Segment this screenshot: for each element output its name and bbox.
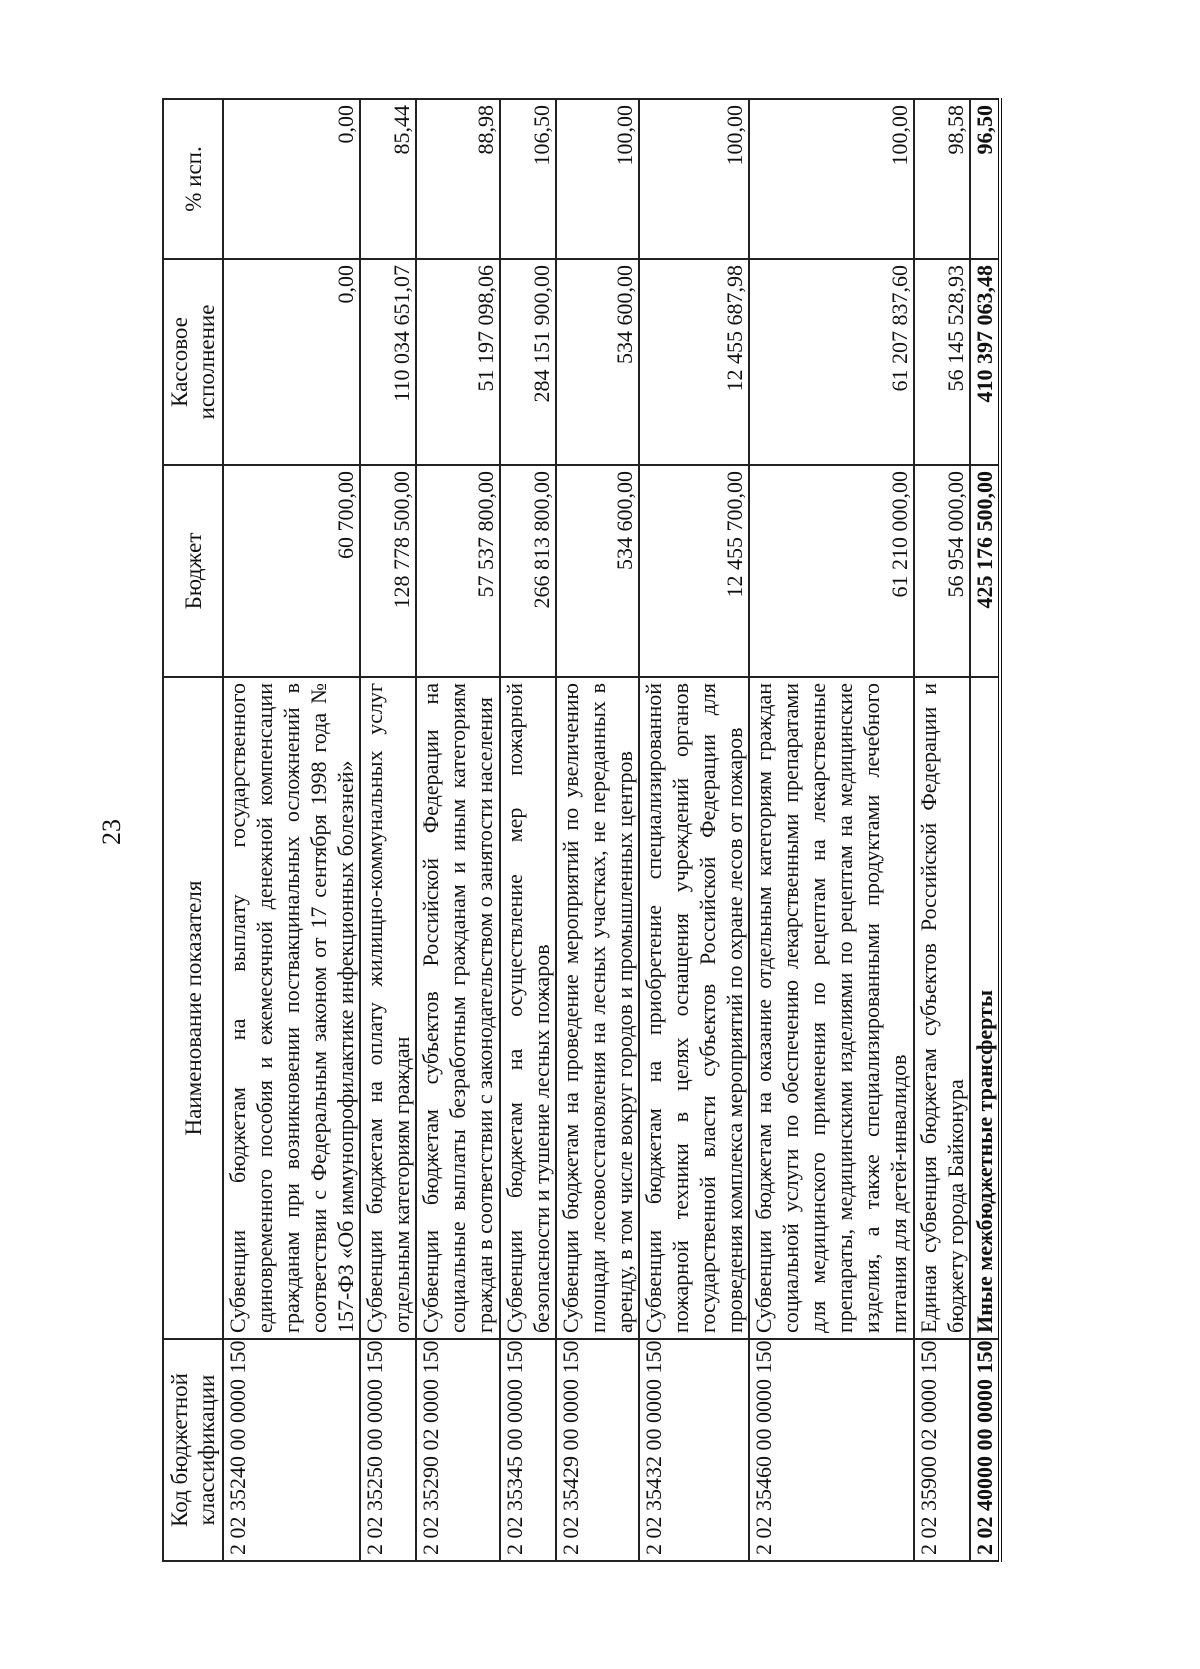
total-name: Иные межбюджетные трансферты bbox=[970, 677, 1000, 1339]
table-row bbox=[360, 99, 416, 1561]
row-code: 2 02 35432 00 0000 150 bbox=[639, 1339, 749, 1561]
table-row bbox=[416, 99, 499, 1561]
row-cash: 56 145 528,93 bbox=[914, 259, 970, 465]
row-budget: 61 210 000,00 bbox=[749, 465, 913, 677]
row-budget: 128 778 500,00 bbox=[360, 465, 416, 677]
budget-execution-table bbox=[162, 98, 1002, 1562]
page-number: 23 bbox=[97, 819, 126, 845]
table-row bbox=[223, 99, 360, 1561]
row-name: Субвенции бюджетам на осуществление мер пожарной безопасности и тушение лесных пожаров bbox=[500, 677, 556, 1339]
row-code: 2 02 35250 00 0000 150 bbox=[360, 1339, 416, 1561]
row-code: 2 02 35429 00 0000 150 bbox=[556, 1339, 639, 1561]
table-row bbox=[749, 99, 913, 1561]
header-cash: Кассовое исполнение bbox=[163, 259, 223, 465]
row-pct: 98,58 bbox=[914, 99, 970, 259]
row-cash: 110 034 651,07 bbox=[360, 259, 416, 465]
row-code: 2 02 35290 02 0000 150 bbox=[416, 1339, 499, 1561]
row-pct: 85,44 bbox=[360, 99, 416, 259]
table-header-row bbox=[163, 99, 223, 1561]
header-pct: % исп. bbox=[163, 99, 223, 259]
row-pct: 100,00 bbox=[556, 99, 639, 259]
row-code: 2 02 35460 00 0000 150 bbox=[749, 1339, 913, 1561]
row-cash: 12 455 687,98 bbox=[639, 259, 749, 465]
header-name: Наименование показателя bbox=[163, 677, 223, 1339]
row-pct: 88,98 bbox=[416, 99, 499, 259]
total-row bbox=[970, 99, 1000, 1561]
row-cash: 534 600,00 bbox=[556, 259, 639, 465]
row-name: Субвенции бюджетам на оплату жилищно-коммунальных услуг отдельным категориям граждан bbox=[360, 677, 416, 1339]
row-code: 2 02 35240 00 0000 150 bbox=[223, 1339, 360, 1561]
total-pct: 96,50 bbox=[970, 99, 1000, 259]
report-table-container bbox=[162, 100, 1002, 1562]
row-name: Субвенции бюджетам на проведение мероприятий по увеличению площади лесовосстановления на лесных участках, не переданных в аренду, в том числе вокруг городов и промышленных центров bbox=[556, 677, 639, 1339]
row-pct: 100,00 bbox=[749, 99, 913, 259]
row-cash: 61 207 837,60 bbox=[749, 259, 913, 465]
row-pct: 106,50 bbox=[500, 99, 556, 259]
row-cash: 284 151 900,00 bbox=[500, 259, 556, 465]
row-code: 2 02 35345 00 0000 150 bbox=[500, 1339, 556, 1561]
table-row bbox=[500, 99, 556, 1561]
row-budget: 60 700,00 bbox=[223, 465, 360, 677]
header-budget: Бюджет bbox=[163, 465, 223, 677]
row-cash: 0,00 bbox=[223, 259, 360, 465]
row-name: Субвенции бюджетам на выплату государственного единовременного пособия и ежемесячной денежной компенсации гражданам при возникновении поствакцинальных осложнений в соответствии с Федеральным законом от 17 сентября 1998 года № 157-ФЗ «Об иммунопрофилактике инфекционных болезней» bbox=[223, 677, 360, 1339]
total-budget: 425 176 500,00 bbox=[970, 465, 1000, 677]
row-name: Единая субвенция бюджетам субъектов Российской Федерации и бюджету города Байконура bbox=[914, 677, 970, 1339]
row-name: Субвенции бюджетам на оказание отдельным категориям граждан социальной услуги по обеспечению лекарственными препаратами для медицинского применения по рецептам на лекарственные препараты, медицинскими изделиями по рецептам на медицинские изделия, а также специализированными продуктами лечебного питания для детей-инвалидов bbox=[749, 677, 913, 1339]
row-pct: 0,00 bbox=[223, 99, 360, 259]
row-code: 2 02 35900 02 0000 150 bbox=[914, 1339, 970, 1561]
row-budget: 56 954 000,00 bbox=[914, 465, 970, 677]
row-budget: 57 537 800,00 bbox=[416, 465, 499, 677]
row-budget: 534 600,00 bbox=[556, 465, 639, 677]
row-budget: 12 455 700,00 bbox=[639, 465, 749, 677]
row-cash: 51 197 098,06 bbox=[416, 259, 499, 465]
row-name: Субвенции бюджетам на приобретение специализированной пожарной техники в целях оснащения учреждений органов государственной власти субъектов Российской Федерации для проведения комплекса мероприятий по охране лесов от пожаров bbox=[639, 677, 749, 1339]
total-code: 2 02 40000 00 0000 150 bbox=[970, 1339, 1000, 1561]
table-row bbox=[639, 99, 749, 1561]
table-row bbox=[556, 99, 639, 1561]
header-code: Код бюджетной классификации bbox=[163, 1339, 223, 1561]
table-row bbox=[914, 99, 970, 1561]
row-pct: 100,00 bbox=[639, 99, 749, 259]
row-name: Субвенции бюджетам субъектов Российской Федерации на социальные выплаты безработным гражданам и иным категориям граждан в соответствии с законодательством о занятости населения bbox=[416, 677, 499, 1339]
row-budget: 266 813 800,00 bbox=[500, 465, 556, 677]
total-cash: 410 397 063,48 bbox=[970, 259, 1000, 465]
